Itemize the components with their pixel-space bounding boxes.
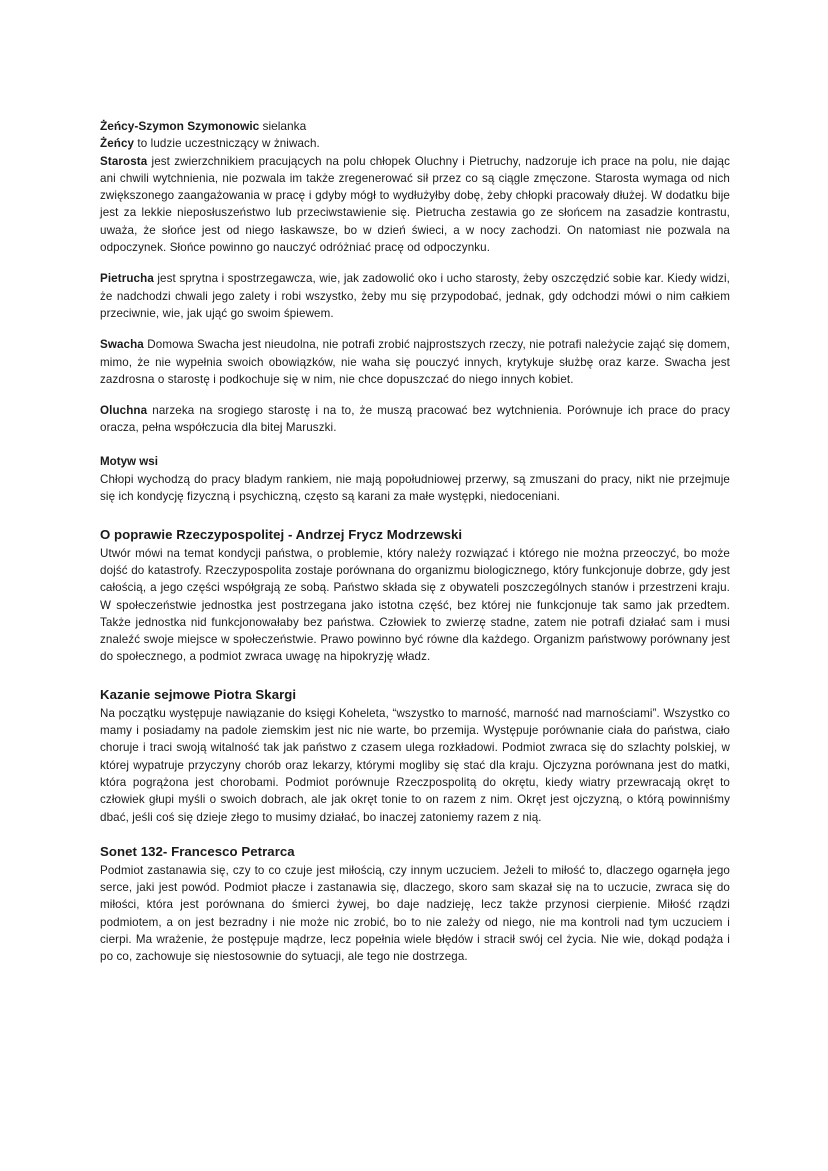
heading-o-poprawie-rzeczypospolitej: O poprawie Rzeczypospolitej - Andrzej Frycz Modrzewski [100, 526, 463, 542]
paragraph-skarga: Na początku występuje nawiązanie do księgi Koheleta, “wszystko to marność, marność nad marnościami”. Wszystko co mamy i posiadamy na padole ziemskim jest nic nie warte, bo przemija. Występuje porównanie ciała do państwa, ciało choruje i traci swoją witalność tak jak państwo z czasem ulega rozkładowi. Podmiot zwraca się do szlachty polskiej, w której wypatruje przyczyny chorób oraz lekarzy, którymi mogliby się stać dla kraju. Ojczyzna porównana jest do matki, która pogrążona jest chorobami. Podmiot porównuje Rzeczpospolitą do okrętu, kiedy wiatry przewracają okręt to człowiek głupi myśli o swoich dobrach, ale jak okręt tonie to on razem z nim. Okręt jest ojczyzną, o którą powinniśmy dbać, jeśli coś się dzieje złego to musimy działać, bo inaczej zatoniemy razem z nią. [100, 706, 730, 824]
paragraph-starosta [100, 153, 730, 257]
heading-sonet-132-francesco-petrarca: Sonet 132- Francesco Petrarca [100, 843, 295, 859]
paragraph-pietrucha [100, 270, 730, 322]
paragraph-text-pietrucha: jest sprytna i spostrzegawcza, wie, jak zadowolić oko i ucho starosty, żeby oszczędzić sobie kar. Kiedy widzi, że nadchodzi chwali jego zalety i robi wszystko, żeby mu się przypodobać, jednak, gdy odchodzi mówi o nim całkiem przeciwnie, wie, jak ująć go swoim śpiewem. [100, 272, 730, 320]
paragraph-modrzewski: Utwór mówi na temat kondycji państwa, o problemie, który należy rozwiązać i którego nie można przeoczyć, bo może dojść do katastrofy. Rzeczypospolita zostaje porównana do organizmu biologicznego, który funkcjonuje dobrze, gdy jest całością, a jego części współgrają ze sobą. Państwo składa się z obywateli poszczególnych stanów i przestrzeni kraju. W społeczeństwie jednostka jest postrzegana jako istotna część, bez której nie funkcjonuje tak samo jak przedtem. Także jednostka nid funkcjonowałaby bez państwa. Człowiek to zwierzę stadne, zatem nie potrafi działać sam i musi znaleźć swoje miejsce w społeczeństwie. Prawo powinno być równe dla każdego. Organizm państwowy porównany jest do społecznego, a podmiot zwraca uwagę na hipokryzję władz. [100, 546, 730, 664]
paragraph-lead-pietrucha: Pietrucha [100, 272, 154, 286]
paragraph-oluchna [100, 402, 730, 437]
paragraph-lead-zency: Żeńcy [100, 137, 135, 151]
paragraph-swacha [100, 336, 730, 388]
paragraph-zency-definition [100, 135, 730, 152]
paragraph-lead-starosta: Starosta [100, 154, 148, 168]
paragraph-text-starosta: jest zwierzchnikiem pracujących na polu chłopek Oluchny i Pietruchy, nadzoruje ich prace na polu, nie dając ani chwili wytchnienia, nie pozwala im także zregenerować sił przez co są ciągle zmęczone. Starosta wymaga od nich zwiększonego zaangażowania w pracę i gdyby mógł to wydłużyłby dobę, żeby chłopki pracowały dłużej. W dodatku bije jest za lekkie nieposłuszeństwo lub przeciwstawienie się. Pietrucha zestawia go ze słońcem na zasadzie kontrastu, uważa, że słońce jest od niego łaskawsze, bo w dzień świeci, a w nocy zachodzi. On natomiast nie pozwala na odpoczynek. Słońce powinno go nauczyć odróżniać pracę od odpoczynku. [100, 154, 730, 255]
paragraph-text-zency: to ludzie uczestniczący w żniwach. [134, 137, 320, 151]
paragraph-text-swacha: Domowa Swacha jest nieudolna, nie potrafi zrobić najprostszych rzeczy, nie potrafi należycie zająć się domem, mimo, że nie wypełnia swoich obowiązków, nie waha się pouczyć innych, krytykuje służbę oraz karze. Swacha jest zazdrosna o starostę i podkochuje się w nim, nie chce dopuszczać do niego innych kobiet. [100, 338, 730, 386]
paragraph-petrarca: Podmiot zastanawia się, czy to co czuje jest miłością, czy innym uczuciem. Jeżeli to miłość to, dlaczego ogarnęła jego serce, jaki jest powód. Podmiot płacze i zastanawia się, dlaczego, skoro sam skazał się na to uczucie, zwraca się do miłości, która jest porównana do śmierci żywej, bo daje nadzieję, lecz także przynosi cierpienie. Miłość rządzi podmiotem, a on jest bezradny i nie może nic zrobić, bo to nie zależy od niego, nie ma kontroli nad tym uczuciem i cierpi. Ma wrażenie, że postępuje mądrze, lecz popełnia wiele błędów i stracił swój cel życia. Nie wie, dokąd podąża i po co, zachowuje się niestosownie do sytuacji, ale tego nie dostrzega. [100, 863, 730, 964]
paragraph-motyw-wsi: Chłopi wychodzą do pracy bladym rankiem, nie mają popołudniowej przerwy, są zmuszani do pracy, nikt nie przejmuje się ich kondycję fizyczną i psychiczną, często są karani za małe występki, niedoceniani. [100, 473, 730, 504]
heading-motyw-wsi: Motyw wsi [100, 454, 158, 468]
section-title-zency-strong: Żeńcy-Szymon Szymonowic [100, 119, 260, 133]
document-body [100, 118, 730, 966]
section-title-zency-subtitle: sielanka [259, 119, 307, 133]
paragraph-lead-oluchna: Oluchna [100, 404, 148, 418]
section-title-zency [100, 118, 730, 135]
paragraph-lead-swacha: Swacha [100, 338, 144, 352]
heading-kazanie-sejmowe-piotra-skargi: Kazanie sejmowe Piotra Skargi [100, 686, 297, 702]
paragraph-text-oluchna: narzeka na srogiego starostę i na to, że muszą pracować bez wytchnienia. Porównuje ich prace do pracy oracza, pełna współczucia dla bitej Maruszki. [100, 404, 730, 435]
